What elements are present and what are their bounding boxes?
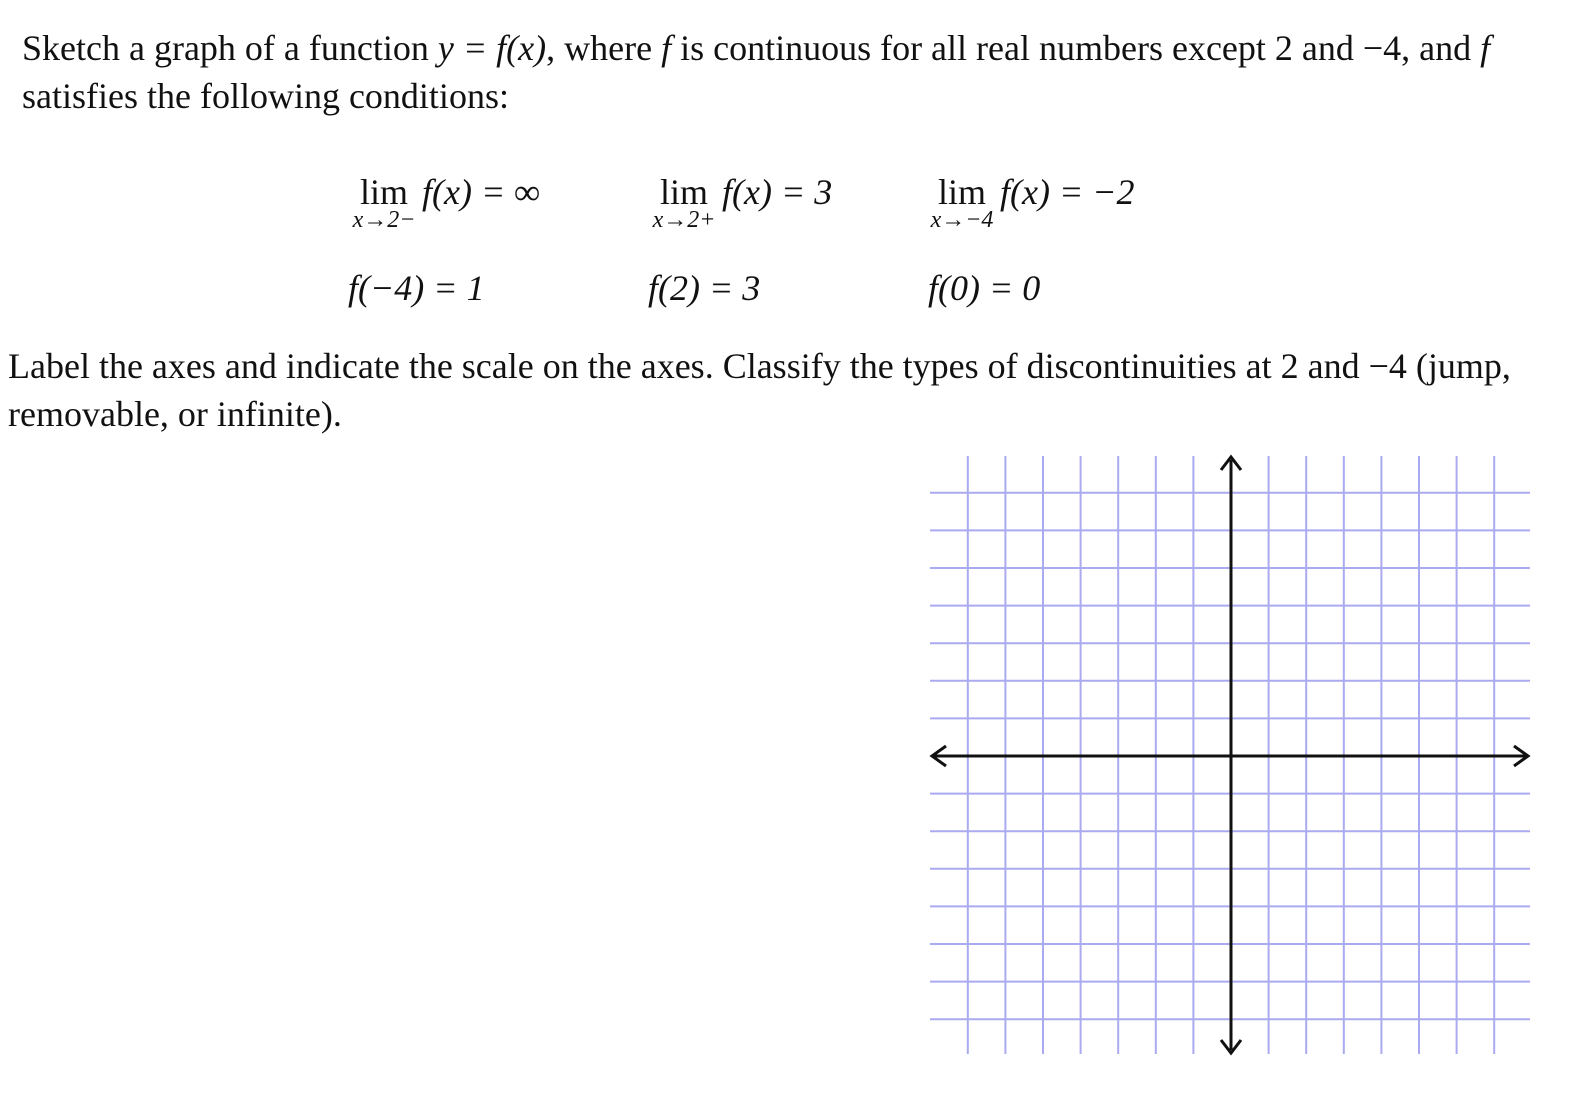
limit-expression: f(x) = 3 bbox=[722, 172, 833, 212]
graph-grid bbox=[928, 452, 1532, 1058]
lim-word: lim bbox=[938, 172, 987, 212]
lim-subscript: x→2+ bbox=[652, 207, 716, 233]
intro-text-1: Sketch a graph of a function bbox=[22, 28, 438, 68]
condition-limit-2-left bbox=[352, 172, 540, 233]
lim-word: lim bbox=[360, 172, 409, 212]
condition-value-neg4: f(−4) = 1 bbox=[348, 268, 485, 308]
limit-operator bbox=[652, 172, 716, 233]
lim-subscript: x→−4 bbox=[930, 207, 994, 233]
axes bbox=[932, 457, 1528, 1053]
condition-value-2: f(2) = 3 bbox=[648, 268, 761, 308]
intro-f-symbol-1: f bbox=[661, 28, 672, 68]
intro-function-y-eq: y = f(x) bbox=[437, 28, 547, 68]
limit-expression: f(x) = ∞ bbox=[422, 172, 540, 212]
condition-limit-neg4 bbox=[930, 172, 1135, 233]
condition-limit-2-right bbox=[652, 172, 833, 233]
instructions-paragraph: Label the axes and indicate the scale on the axes. Classify the types of discontinuities at 2 and −4 (jump, removable, or infinite). bbox=[8, 346, 1511, 434]
limit-operator bbox=[930, 172, 994, 233]
intro-text-2: , where bbox=[546, 28, 662, 68]
intro-text-4: satisfies the following conditions: bbox=[22, 76, 509, 116]
intro-f-symbol-2: f bbox=[1480, 28, 1491, 68]
lim-subscript: x→2− bbox=[352, 207, 416, 233]
limit-expression: f(x) = −2 bbox=[1000, 172, 1135, 212]
lim-word: lim bbox=[660, 172, 709, 212]
intro-text-3: is continuous for all real numbers except 2 and −4, and bbox=[671, 28, 1481, 68]
intro-paragraph bbox=[8, 24, 1582, 120]
condition-value-0: f(0) = 0 bbox=[928, 268, 1041, 308]
coordinate-plane bbox=[928, 452, 1532, 1058]
limit-operator bbox=[352, 172, 416, 233]
